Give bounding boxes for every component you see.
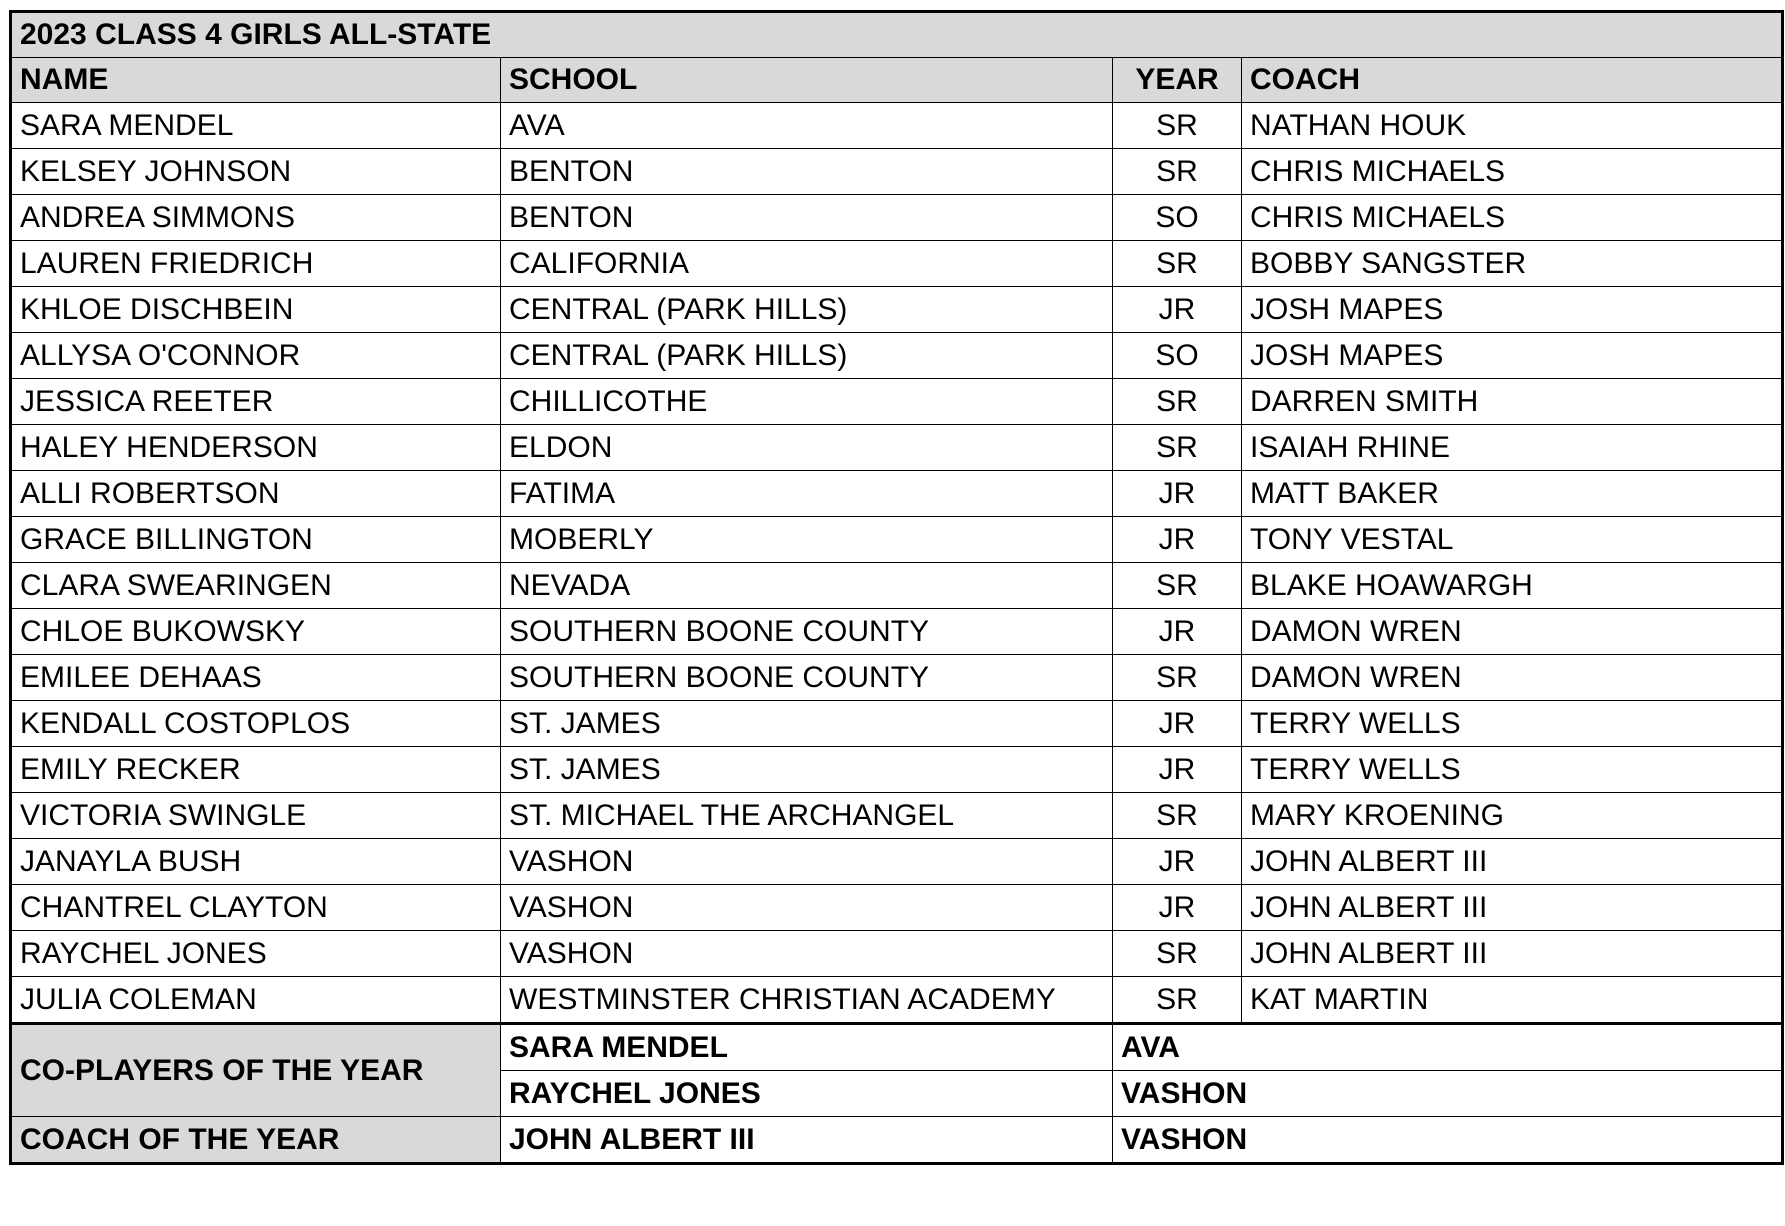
coach-of-year-school: VASHON <box>1113 1117 1783 1164</box>
player-name-cell: ANDREA SIMMONS <box>11 195 501 241</box>
table-row <box>11 287 1783 333</box>
co-player-school: VASHON <box>1113 1071 1783 1117</box>
year-cell: SR <box>1113 425 1242 471</box>
co-player-school: AVA <box>1113 1024 1783 1071</box>
coach-of-year-label: COACH OF THE YEAR <box>11 1117 501 1164</box>
player-name-cell: KELSEY JOHNSON <box>11 149 501 195</box>
year-cell: SR <box>1113 241 1242 287</box>
coach-cell: MATT BAKER <box>1242 471 1783 517</box>
column-header-name: NAME <box>11 58 501 103</box>
year-cell: SR <box>1113 931 1242 977</box>
table-row <box>11 747 1783 793</box>
school-cell: VASHON <box>501 885 1113 931</box>
school-cell: AVA <box>501 103 1113 149</box>
school-cell: ELDON <box>501 425 1113 471</box>
player-name-cell: KENDALL COSTOPLOS <box>11 701 501 747</box>
table-row <box>11 563 1783 609</box>
year-cell: SR <box>1113 149 1242 195</box>
school-cell: CHILLICOTHE <box>501 379 1113 425</box>
school-cell: BENTON <box>501 149 1113 195</box>
table-row <box>11 425 1783 471</box>
co-player-name: SARA MENDEL <box>501 1024 1113 1071</box>
player-name-cell: RAYCHEL JONES <box>11 931 501 977</box>
table-row <box>11 517 1783 563</box>
co-players-row-1 <box>11 1024 1783 1071</box>
school-cell: CENTRAL (PARK HILLS) <box>501 287 1113 333</box>
year-cell: SO <box>1113 333 1242 379</box>
player-name-cell: JESSICA REETER <box>11 379 501 425</box>
coach-of-year-row <box>11 1117 1783 1164</box>
table-row <box>11 195 1783 241</box>
year-cell: SR <box>1113 563 1242 609</box>
school-cell: CALIFORNIA <box>501 241 1113 287</box>
column-header-year: YEAR <box>1113 58 1242 103</box>
player-name-cell: LAUREN FRIEDRICH <box>11 241 501 287</box>
year-cell: JR <box>1113 287 1242 333</box>
table-row <box>11 241 1783 287</box>
coach-cell: DARREN SMITH <box>1242 379 1783 425</box>
player-name-cell: HALEY HENDERSON <box>11 425 501 471</box>
year-cell: SR <box>1113 379 1242 425</box>
coach-cell: BLAKE HOAWARGH <box>1242 563 1783 609</box>
table-row <box>11 655 1783 701</box>
coach-cell: DAMON WREN <box>1242 655 1783 701</box>
school-cell: MOBERLY <box>501 517 1113 563</box>
table-row <box>11 103 1783 149</box>
year-cell: JR <box>1113 517 1242 563</box>
school-cell: NEVADA <box>501 563 1113 609</box>
coach-cell: TERRY WELLS <box>1242 747 1783 793</box>
player-name-cell: CLARA SWEARINGEN <box>11 563 501 609</box>
coach-cell: DAMON WREN <box>1242 609 1783 655</box>
year-cell: SR <box>1113 103 1242 149</box>
table-row <box>11 977 1783 1024</box>
table-row <box>11 885 1783 931</box>
column-header-row <box>11 58 1783 103</box>
coach-cell: JOHN ALBERT III <box>1242 885 1783 931</box>
player-name-cell: VICTORIA SWINGLE <box>11 793 501 839</box>
player-name-cell: ALLYSA O'CONNOR <box>11 333 501 379</box>
coach-cell: JOSH MAPES <box>1242 333 1783 379</box>
year-cell: SR <box>1113 655 1242 701</box>
coach-cell: BOBBY SANGSTER <box>1242 241 1783 287</box>
player-name-cell: EMILEE DEHAAS <box>11 655 501 701</box>
table-row <box>11 701 1783 747</box>
school-cell: SOUTHERN BOONE COUNTY <box>501 655 1113 701</box>
year-cell: JR <box>1113 839 1242 885</box>
player-name-cell: EMILY RECKER <box>11 747 501 793</box>
player-name-cell: GRACE BILLINGTON <box>11 517 501 563</box>
coach-cell: JOHN ALBERT III <box>1242 839 1783 885</box>
school-cell: ST. MICHAEL THE ARCHANGEL <box>501 793 1113 839</box>
school-cell: CENTRAL (PARK HILLS) <box>501 333 1113 379</box>
player-name-cell: KHLOE DISCHBEIN <box>11 287 501 333</box>
school-cell: ST. JAMES <box>501 747 1113 793</box>
player-name-cell: JANAYLA BUSH <box>11 839 501 885</box>
table-title: 2023 CLASS 4 GIRLS ALL-STATE <box>11 12 1783 58</box>
school-cell: VASHON <box>501 839 1113 885</box>
year-cell: JR <box>1113 609 1242 655</box>
school-cell: WESTMINSTER CHRISTIAN ACADEMY <box>501 977 1113 1024</box>
coach-cell: CHRIS MICHAELS <box>1242 149 1783 195</box>
table-row <box>11 333 1783 379</box>
year-cell: SO <box>1113 195 1242 241</box>
coach-cell: JOSH MAPES <box>1242 287 1783 333</box>
coach-cell: KAT MARTIN <box>1242 977 1783 1024</box>
player-name-cell: CHANTREL CLAYTON <box>11 885 501 931</box>
player-name-cell: CHLOE BUKOWSKY <box>11 609 501 655</box>
school-cell: FATIMA <box>501 471 1113 517</box>
player-name-cell: SARA MENDEL <box>11 103 501 149</box>
coach-cell: CHRIS MICHAELS <box>1242 195 1783 241</box>
year-cell: JR <box>1113 471 1242 517</box>
column-header-coach: COACH <box>1242 58 1783 103</box>
coach-cell: MARY KROENING <box>1242 793 1783 839</box>
title-row <box>11 12 1783 58</box>
coach-cell: TONY VESTAL <box>1242 517 1783 563</box>
table-row <box>11 471 1783 517</box>
table-row <box>11 149 1783 195</box>
all-state-table <box>9 10 1784 1165</box>
table-row <box>11 931 1783 977</box>
coach-cell: TERRY WELLS <box>1242 701 1783 747</box>
table-row <box>11 793 1783 839</box>
year-cell: SR <box>1113 793 1242 839</box>
year-cell: JR <box>1113 885 1242 931</box>
year-cell: SR <box>1113 977 1242 1024</box>
coach-cell: NATHAN HOUK <box>1242 103 1783 149</box>
column-header-school: SCHOOL <box>501 58 1113 103</box>
school-cell: ST. JAMES <box>501 701 1113 747</box>
table-row <box>11 839 1783 885</box>
school-cell: VASHON <box>501 931 1113 977</box>
school-cell: BENTON <box>501 195 1113 241</box>
co-player-name: RAYCHEL JONES <box>501 1071 1113 1117</box>
school-cell: SOUTHERN BOONE COUNTY <box>501 609 1113 655</box>
coach-of-year-name: JOHN ALBERT III <box>501 1117 1113 1164</box>
player-name-cell: JULIA COLEMAN <box>11 977 501 1024</box>
coach-cell: JOHN ALBERT III <box>1242 931 1783 977</box>
table-row <box>11 379 1783 425</box>
coach-cell: ISAIAH RHINE <box>1242 425 1783 471</box>
co-players-label: CO-PLAYERS OF THE YEAR <box>11 1024 501 1117</box>
table-row <box>11 609 1783 655</box>
player-name-cell: ALLI ROBERTSON <box>11 471 501 517</box>
year-cell: JR <box>1113 747 1242 793</box>
year-cell: JR <box>1113 701 1242 747</box>
